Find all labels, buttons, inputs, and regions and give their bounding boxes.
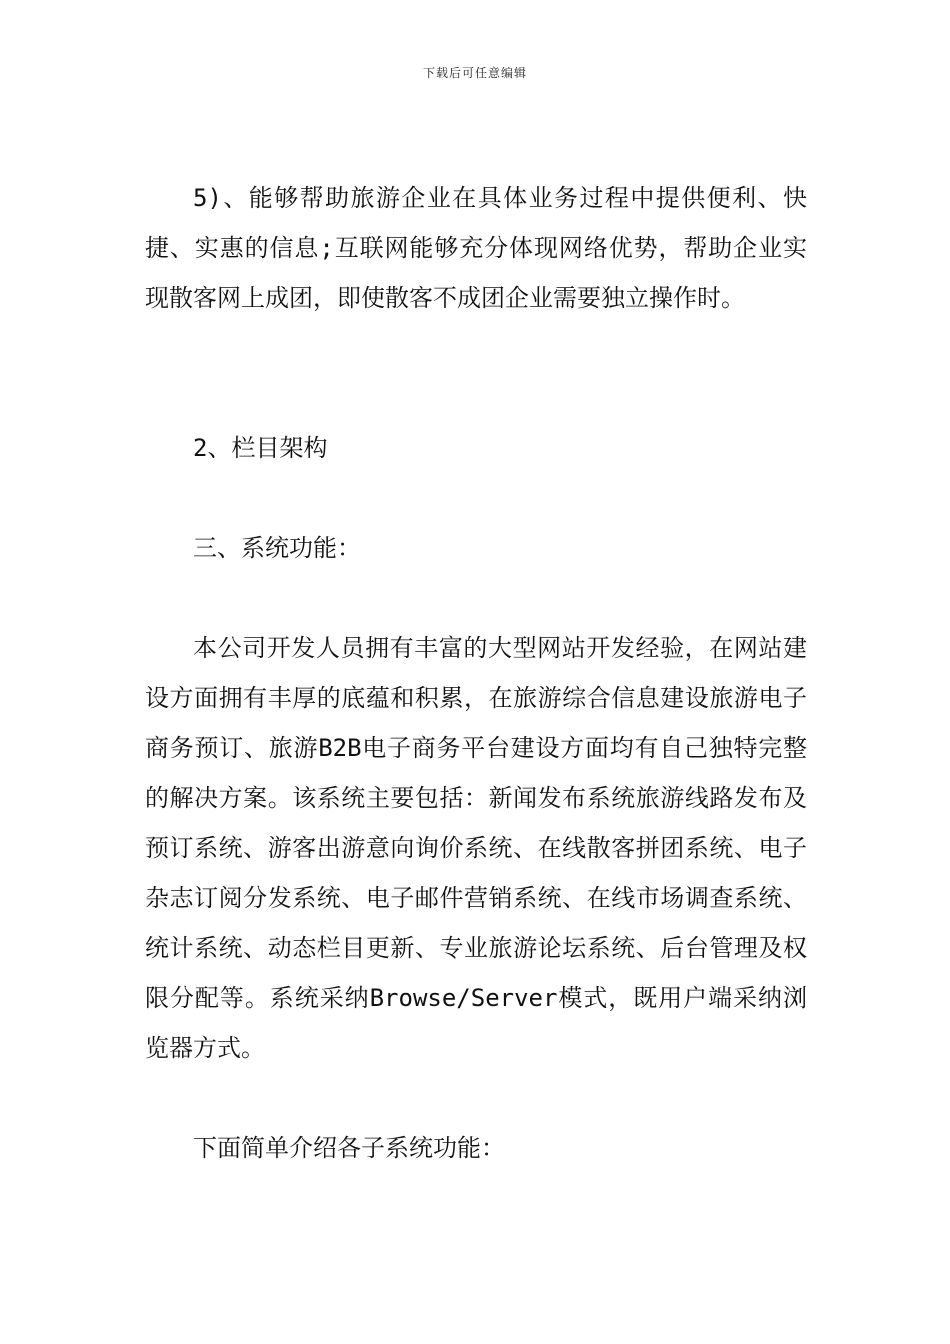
section-heading-system-functions: 三、系统功能： xyxy=(193,534,361,562)
paragraph-company-overview: 本公司开发人员拥有丰富的大型网站开发经验，在网站建设方面拥有丰厚的底蕴和积累，在旅游综合信息建设旅游电子商务预订、旅游B2B电子商务平台建设方面均有自己独特完整的解决方案。该系统主要包括：新闻发布系统旅游线路发布及预订系统、游客出游意向询价系统、在线散客拼团系统、电子杂志订阅分发系统、电子邮件营销系统、在线市场调查系统、统计系统、动态栏目更新、专业旅游论坛系统、后台管理及权限分配等。系统采纳Browse/Server模式，既用户端采纳浏览器方式。 xyxy=(145,634,807,1062)
section-heading-column-structure: 2、栏目架构 xyxy=(193,434,328,462)
paragraph-subsystem-intro: 下面简单介绍各子系统功能： xyxy=(193,1134,505,1162)
paragraph-benefits: 5)、能够帮助旅游企业在具体业务过程中提供便利、快捷、实惠的信息;互联网能够充分体现网络优势，帮助企业实现散客网上成团，即使散客不成团企业需要独立操作时。 xyxy=(145,184,807,312)
page-header: 下载后可任意编辑 xyxy=(422,66,527,80)
